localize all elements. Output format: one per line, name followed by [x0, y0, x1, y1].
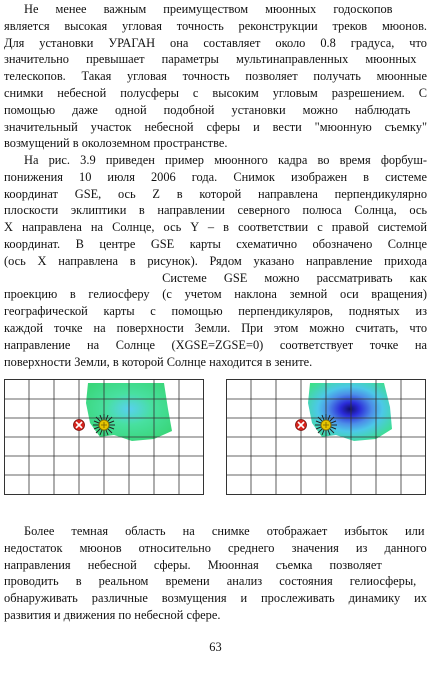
text-line: проводить в реальном времени анализ состояния гелиосферы,: [4, 574, 417, 589]
text-line: (ось X направлена в рисунок). Рядом указано направление прихода: [4, 253, 427, 268]
text-line: координат. В центре GSE карты схематично обозначено Солнце: [4, 236, 427, 251]
text-line: значительный участок небесной сферы и вести "мюонную съемку": [4, 119, 428, 134]
text-line: телескопов. Такая угловая точность позволяет получать мюонные: [4, 69, 427, 84]
text-line: Не менее важным преимуществом мюонных годоскопов: [24, 2, 393, 16]
text-line: географической карты с помощью перпендикуляров, поднятых из: [4, 304, 427, 319]
text-line: Более темная область на снимке отображает избыток или: [24, 524, 425, 538]
text-line: проекцию в гелиосферу (с учетом наклона земной оси вращения): [4, 287, 427, 302]
text-line: значительно превышает параметры мультинаправленных мюонных: [4, 52, 417, 67]
text-line: недостаток мюонов относительно среднего значения из данного: [4, 540, 427, 555]
muon-map-left-svg: [4, 379, 204, 495]
muon-intensity-region: [308, 383, 392, 441]
text-line: координат GSE, ось Z в которой направлена перпендикулярно: [4, 186, 428, 201]
text-line: плоскости эклиптики в направлении северного полюса Солнца, ось: [4, 203, 427, 218]
text-line: является высокая угловая точность реконструкции треков мюонов.: [4, 18, 428, 33]
text-line: направления небесной сферы. Мюонная съемка позволяет: [4, 557, 382, 572]
cross-circle-icon: [296, 420, 307, 431]
text-line: помощью даже одной подобной установки можно наблюдать: [4, 102, 411, 117]
paragraph-advantages: [4, 1, 427, 152]
text-line: Для установки УРАГАН она составляет около 0.8 градуса, что: [4, 35, 427, 50]
text-line: каждой точке на поверхности Земли. При этом можно считать, что: [4, 320, 428, 335]
text-line: поверхности Земли, в которой Солнце находится в зените.: [4, 354, 313, 369]
page-number: 63: [209, 640, 222, 654]
muon-map-right-svg: [226, 379, 426, 495]
sun-icon: [93, 414, 115, 436]
paragraph-figure-description: [4, 152, 427, 370]
text-line: направление на Солнце (XGSE=ZGSE=0) соответствует точке на: [4, 337, 427, 352]
text-line: X направлена на Солнце, ось Y – в соответствии с правой системой: [4, 220, 428, 235]
text-line: развития и движения по небесной сфере.: [4, 607, 221, 622]
text-line: На рис. 3.9 приведен пример мюонного кадра во время форбуш-: [24, 153, 427, 167]
text-line: понижения 10 июля 2006 года. Снимок изображен в системе: [4, 169, 427, 184]
text-line: обнаруживать различные возмущения и прослеживать динамику их: [4, 591, 427, 606]
text-line: возмущений в околоземном пространстве.: [4, 136, 228, 151]
muon-map-right: [226, 379, 426, 495]
cross-circle-icon: [74, 420, 85, 431]
sun-icon: [315, 414, 337, 436]
paragraph-interpretation: [4, 523, 427, 624]
text-line: Системе GSE можно рассматривать как: [162, 270, 427, 285]
muon-map-left: [4, 379, 204, 495]
text-line: снимки небесной полусферы с высоким угловым разрешением. С: [4, 85, 427, 100]
